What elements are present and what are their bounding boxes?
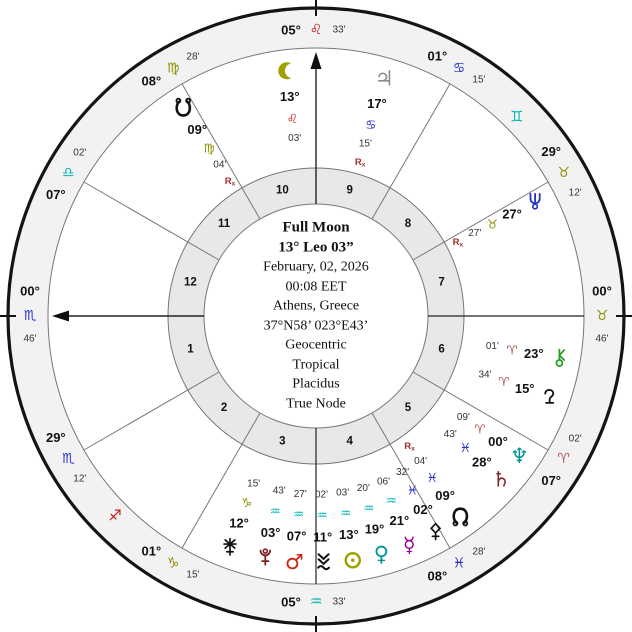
- planet-mars-degree: 07°: [286, 528, 307, 544]
- planet-sun-sign-icon: ♒: [340, 505, 352, 521]
- planet-jupiter-minutes: 15': [358, 138, 372, 150]
- planet-south-node-degree: 09°: [187, 122, 208, 138]
- planet-moon-sign-icon: ♌: [286, 110, 298, 126]
- house-number-7: 7: [438, 276, 445, 289]
- planet-vesta-degree: 11°: [313, 529, 333, 545]
- chart-setting: Placidus: [292, 376, 340, 392]
- planet-chiron-minutes: 01': [485, 340, 499, 352]
- cusp-8-degree: 29°: [541, 143, 562, 159]
- cusp-1-minutes: 46': [23, 333, 37, 345]
- planet-ceres-minutes: 34': [478, 369, 492, 381]
- house-number-11: 11: [217, 218, 231, 231]
- cusp-2-degree: 29°: [45, 429, 66, 445]
- planet-venus-sign-icon: ♒: [363, 500, 375, 516]
- intercepted-sign-gemini-icon: ♊: [510, 107, 524, 126]
- planet-jupiter-retrograde: $R_x$: [354, 156, 366, 169]
- house-number-1: 1: [187, 343, 194, 356]
- planet-moon-minutes: 03': [288, 132, 302, 144]
- planet-north-node-degree: 09°: [435, 487, 455, 503]
- planet-neptune-degree: 00°: [488, 433, 508, 449]
- house-number-6: 6: [438, 343, 445, 356]
- cusp-7-degree: 00°: [592, 283, 612, 299]
- planet-pluto-degree: 03°: [260, 524, 281, 540]
- planet-south-node-sign-icon: ♍: [203, 140, 215, 156]
- cusp-11-minutes: 28': [186, 51, 200, 63]
- planet-juno-degree: 12°: [229, 515, 249, 531]
- cusp-3-degree: 01°: [141, 543, 162, 559]
- planet-neptune-glyph-icon: ♆: [509, 444, 529, 469]
- planet-sun-minutes: 03': [336, 487, 350, 499]
- cusp-10-sign-icon: ♌: [309, 22, 323, 38]
- planet-jupiter-glyph-icon: ♃: [374, 66, 394, 91]
- planet-mercury-glyph-icon: ☿: [402, 532, 416, 557]
- planet-pallas-degree: 02°: [413, 501, 433, 517]
- planet-chiron-degree: 23°: [523, 346, 544, 362]
- planet-juno-minutes: 15': [247, 478, 261, 490]
- planet-mars-glyph-icon: ♂: [284, 550, 304, 575]
- planet-south-node-retrograde: $R_x$: [224, 175, 236, 188]
- chart-time: 00:08 EET: [285, 279, 347, 294]
- planet-mars-sign-icon: ♒: [292, 506, 305, 522]
- cusp-10-minutes: 33': [332, 24, 346, 36]
- planet-uranus-minutes: 27': [468, 227, 482, 239]
- cusp-9-minutes: 15': [472, 74, 486, 86]
- house-number-10: 10: [275, 184, 289, 197]
- house-number-8: 8: [404, 218, 412, 231]
- intercepted-sign-sagittarius-icon: ♐: [108, 506, 122, 525]
- planet-moon-degree: 13°: [279, 89, 300, 105]
- planet-sun-degree: 13°: [339, 527, 359, 543]
- house-number-3: 3: [279, 435, 286, 448]
- cusp-5-degree: 08°: [427, 568, 448, 584]
- house-number-9: 9: [346, 184, 353, 197]
- chart-setting: Geocentric: [285, 337, 347, 353]
- chart-coordinates: 37°N58’ 023°E43’: [263, 318, 369, 333]
- chart-date: February, 02, 2026: [263, 259, 369, 275]
- cusp-2-sign-icon: ♏: [62, 451, 75, 467]
- cusp-6-minutes: 02': [568, 433, 582, 445]
- house-number-2: 2: [220, 401, 228, 414]
- cusp-4-degree: 05°: [281, 594, 301, 610]
- cusp-2-minutes: 12': [73, 473, 87, 485]
- planet-venus-degree: 19°: [364, 521, 385, 537]
- planet-uranus-retrograde: $R_x$: [452, 236, 464, 249]
- cusp-7-minutes: 46': [595, 333, 609, 345]
- cusp-12-minutes: 02': [73, 147, 87, 159]
- planet-pluto-minutes: 43': [272, 485, 286, 497]
- planet-ceres-sign-icon: ♈: [498, 373, 510, 389]
- planet-saturn-glyph-icon: ♄: [491, 467, 511, 492]
- planet-north-node-sign-icon: ♓: [426, 469, 438, 485]
- planet-pallas-sign-icon: ♓: [406, 482, 418, 498]
- cusp-3-minutes: 15': [186, 569, 200, 581]
- cusp-12-sign-icon: ♎: [62, 165, 75, 181]
- planet-juno-sign-icon: ♑: [241, 495, 253, 511]
- planet-saturn-degree: 28°: [471, 454, 492, 470]
- planet-saturn-minutes: 43': [443, 428, 457, 440]
- cusp-7-sign-icon: ♉: [595, 308, 609, 324]
- cusp-11-degree: 08°: [141, 73, 162, 89]
- planet-venus-minutes: 20': [356, 483, 370, 495]
- cusp-8-sign-icon: ♉: [557, 165, 570, 181]
- planet-uranus-degree: 27°: [502, 206, 522, 222]
- house-number-4: 4: [346, 435, 353, 448]
- planet-mercury-degree: 21°: [389, 513, 410, 529]
- chart-title: Full Moon: [282, 219, 350, 236]
- planet-vesta-sign-icon: ♒: [316, 507, 328, 523]
- planet-vesta-minutes: 02': [314, 489, 329, 501]
- cusp-6-sign-icon: ♈: [557, 451, 570, 467]
- planet-neptune-minutes: 09': [456, 412, 470, 424]
- planet-jupiter-degree: 17°: [367, 96, 387, 112]
- planet-mercury-sign-icon: ♒: [385, 492, 397, 508]
- planet-chiron-sign-icon: ♈: [506, 342, 518, 358]
- planet-saturn-sign-icon: ♓: [459, 440, 471, 456]
- chart-position: 13° Leo 03”: [278, 239, 354, 255]
- chart-setting: True Node: [286, 396, 346, 411]
- planet-ceres-degree: 15°: [514, 381, 535, 397]
- cusp-4-sign-icon: ♒: [309, 594, 323, 610]
- cusp-6-degree: 07°: [541, 473, 562, 489]
- planet-uranus-sign-icon: ♉: [486, 216, 499, 232]
- chart-setting: Tropical: [292, 357, 340, 372]
- planet-pallas-minutes: 32': [396, 467, 410, 479]
- chart-settings: [211, 336, 421, 414]
- house-number-5: 5: [404, 401, 412, 414]
- cusp-3-sign-icon: ♑: [166, 555, 180, 572]
- cusp-12-degree: 07°: [45, 187, 66, 203]
- cusp-9-sign-icon: ♋: [452, 60, 466, 77]
- cusp-10-degree: 05°: [281, 22, 301, 38]
- cusp-11-sign-icon: ♍: [166, 60, 180, 77]
- planet-mars-minutes: 27': [293, 488, 307, 500]
- planet-north-node-minutes: 04': [414, 455, 428, 467]
- cusp-9-degree: 01°: [427, 48, 448, 64]
- planet-jupiter-sign-icon: ♋: [365, 117, 377, 133]
- cusp-1-sign-icon: ♏: [23, 308, 37, 324]
- chart-info-panel: [211, 219, 421, 414]
- cusp-8-minutes: 12': [568, 187, 582, 199]
- cusp-5-minutes: 28': [472, 546, 486, 558]
- planet-venus-glyph-icon: ♀: [373, 542, 390, 567]
- cusp-4-minutes: 33': [332, 596, 346, 608]
- planet-south-node-minutes: 04': [213, 159, 227, 171]
- planet-north-node-retrograde: $R_x$: [404, 440, 415, 452]
- chart-place: Athens, Greece: [272, 298, 360, 314]
- cusp-1-degree: 00°: [20, 283, 40, 299]
- house-number-12: 12: [184, 276, 197, 289]
- planet-pluto-sign-icon: ♒: [269, 503, 281, 519]
- planet-neptune-sign-icon: ♈: [474, 421, 486, 437]
- planet-mercury-minutes: 06': [376, 476, 391, 488]
- cusp-5-sign-icon: ♓: [452, 555, 466, 572]
